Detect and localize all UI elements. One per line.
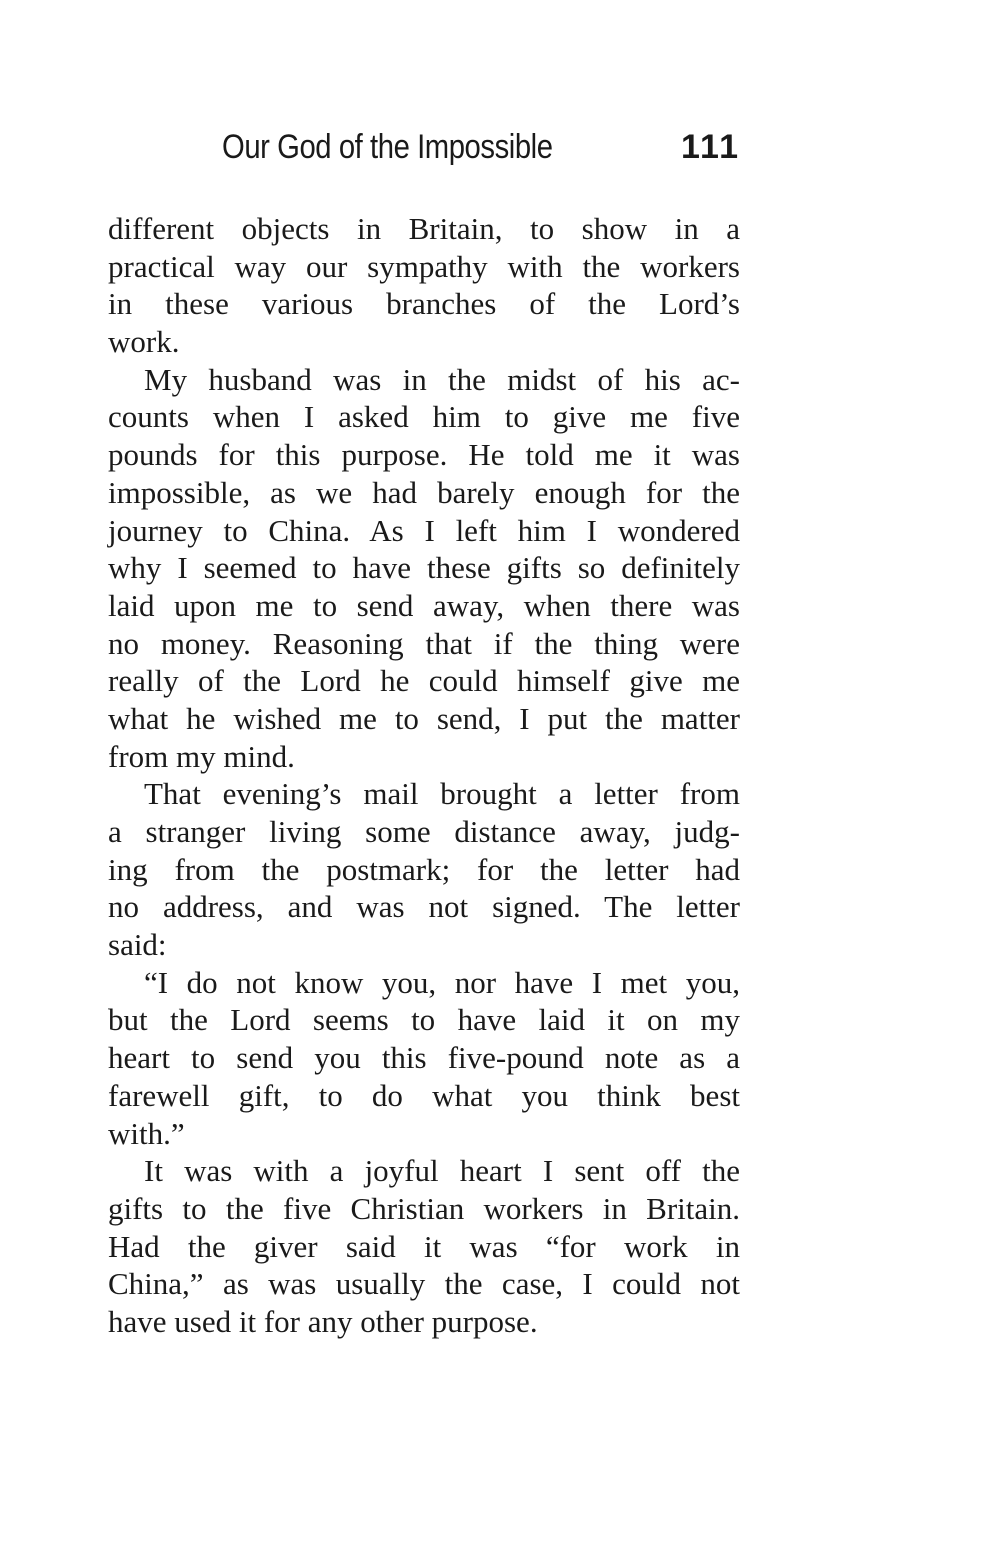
text-line: what he wished me to send, I put the matter [108,700,740,736]
text-line: Had the giver said it was “for work in [108,1228,740,1264]
text-line: have used it for any other purpose. [108,1303,538,1339]
text-line: with.” [108,1115,185,1151]
running-title: Our God of the Impossible [222,128,553,166]
text-line: impossible, as we had barely enough for the [108,474,740,510]
text-line: laid upon me to send away, when there was [108,587,740,623]
paragraph-start-line: It was with a joyful heart I sent off the [144,1153,740,1189]
paragraph-start-line: “I do not know you, nor have I met you, [144,964,740,1000]
text-line: pounds for this purpose. He told me it was [108,437,740,473]
text-line: no money. Reasoning that if the thing were [108,625,740,661]
text-line: different objects in Britain, to show in a [108,211,740,246]
text-line: said: [108,927,167,963]
body-text [108,210,740,1341]
paragraph-start-line: My husband was in the midst of his ac- [144,361,740,397]
text-line: no address, and was not signed. The letter [108,889,740,925]
running-head [108,128,740,188]
text-line: China,” as was usually the case, I could not [108,1266,740,1302]
text-line: journey to China. As I left him I wondered [108,512,740,548]
text-line: farewell gift, to do what you think best [108,1077,740,1113]
text-line: ing from the postmark; for the letter had [108,851,740,887]
text-line: heart to send you this five-pound note as a [108,1040,740,1076]
page-number: 111 [681,128,740,166]
text-line: gifts to the five Christian workers in Britain. [108,1190,740,1226]
text-line: really of the Lord he could himself give me [108,663,740,699]
text-line: in these various branches of the Lord’s [108,286,740,322]
text-line: work. [108,324,180,360]
text-line: from my mind. [108,738,295,774]
text-line: counts when I asked him to give me five [108,399,740,435]
text-line: why I seemed to have these gifts so definitely [108,550,740,586]
text-line: a stranger living some distance away, judg- [108,814,740,849]
text-line: practical way our sympathy with the workers [108,248,740,284]
text-line: but the Lord seems to have laid it on my [108,1002,740,1038]
paragraph-start-line: That evening’s mail brought a letter from [144,776,740,812]
